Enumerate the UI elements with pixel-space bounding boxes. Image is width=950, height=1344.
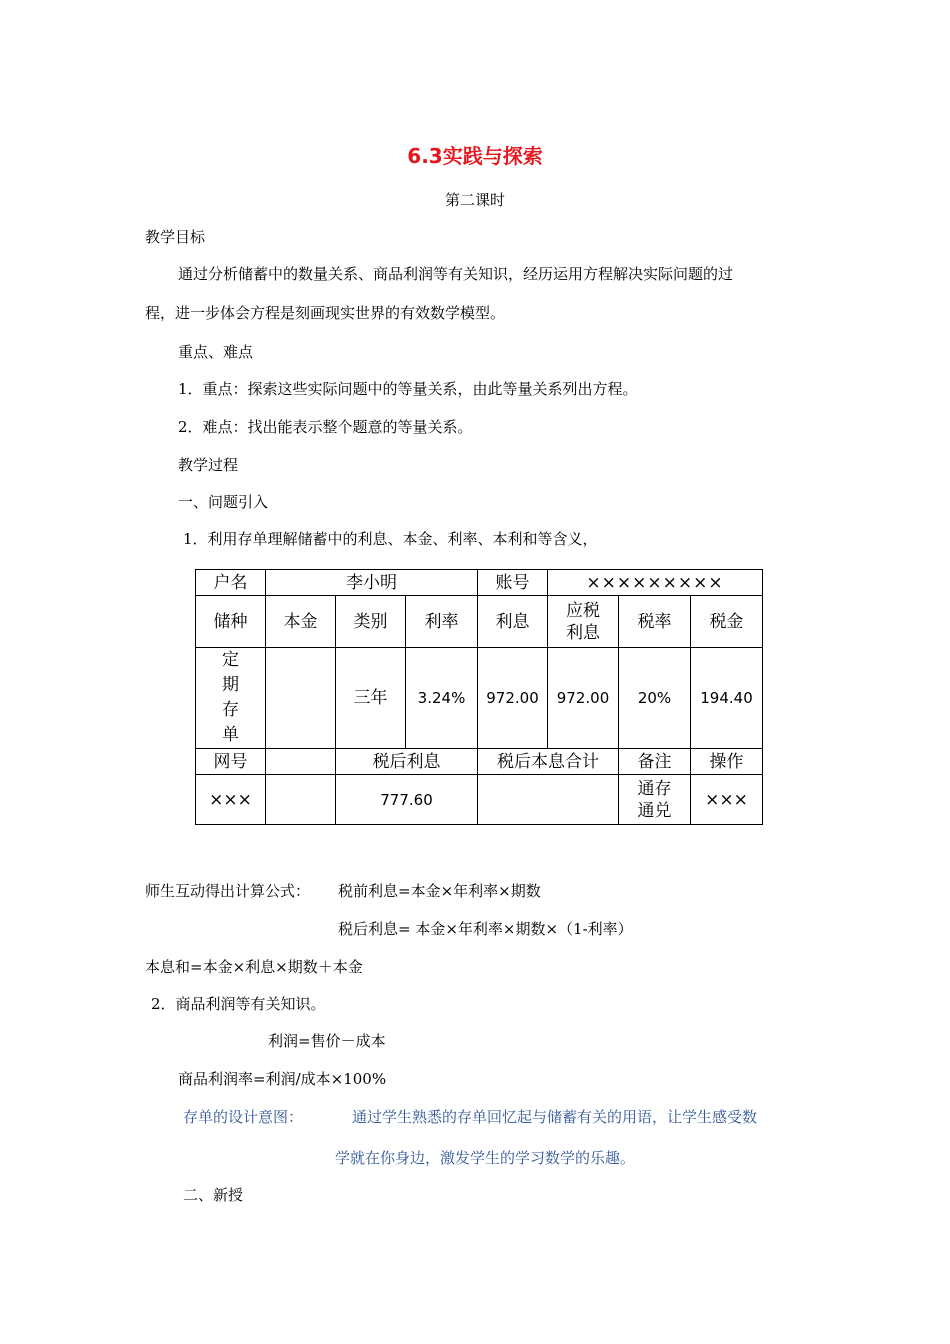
operation-value: ××× xyxy=(691,775,763,825)
header-taxable-interest: 应税利息 xyxy=(566,600,601,643)
objectives-heading: 教学目标 xyxy=(145,228,206,246)
header-category: 类别 xyxy=(336,596,406,648)
key-point-2: 2．难点：找出能表示整个题意的等量关系。 xyxy=(178,418,473,436)
after-tax-total-value xyxy=(478,775,619,825)
header-tax: 税金 xyxy=(691,596,763,648)
interest-value: 972.00 xyxy=(478,648,548,749)
formula-principal-interest-sum: 本息和=本金×利息×期数＋本金 xyxy=(145,958,363,976)
header-deposit-type: 储种 xyxy=(196,596,266,648)
account-name-value: 李小明 xyxy=(266,570,478,596)
formula-pre-tax-interest: 税前利息=本金×年利率×期数 xyxy=(338,882,541,900)
account-name-label: 户名 xyxy=(196,570,266,596)
design-intent-line2: 学就在你身边，激发学生的学习数学的乐趣。 xyxy=(335,1149,636,1167)
design-intent-line1: 通过学生熟悉的存单回忆起与储蓄有关的用语，让学生感受数 xyxy=(352,1108,758,1126)
section1-heading: 一、问题引入 xyxy=(178,493,269,511)
section2-heading: 二、新授 xyxy=(183,1186,244,1204)
key-points-heading: 重点、难点 xyxy=(178,343,254,361)
profit-rate-formula: 商品利润率=利润/成本×100% xyxy=(178,1070,387,1088)
account-no-label: 账号 xyxy=(478,570,548,596)
deposit-slip-table xyxy=(195,569,763,825)
account-no-value: ××××××××× xyxy=(548,570,763,596)
header-interest: 利息 xyxy=(478,596,548,648)
operation-label: 操作 xyxy=(691,749,763,775)
category-value: 三年 xyxy=(336,648,406,749)
tax-rate-value: 20% xyxy=(619,648,691,749)
page-title: 6.3实践与探索 xyxy=(407,144,543,168)
lesson-subtitle: 第二课时 xyxy=(444,191,505,209)
interest-rate-value: 3.24% xyxy=(406,648,478,749)
deposit-type-value: 定期存单 xyxy=(222,650,239,745)
branch-value: ××× xyxy=(196,775,266,825)
header-interest-rate: 利率 xyxy=(406,596,478,648)
design-intent-label: 存单的设计意图： xyxy=(183,1108,304,1126)
item1-text: 1．利用存单理解储蓄中的利息、本金、利率、本利和等含义， xyxy=(183,530,598,548)
remark-value: 通存通兑 xyxy=(637,778,672,821)
taxable-interest-value: 972.00 xyxy=(548,648,619,749)
header-tax-rate: 税率 xyxy=(619,596,691,648)
item2-text: 2．商品利润等有关知识。 xyxy=(151,995,326,1013)
header-principal: 本金 xyxy=(266,596,336,648)
process-heading: 教学过程 xyxy=(178,456,239,474)
objectives-text-line1: 通过分析储蓄中的数量关系、商品利润等有关知识，经历运用方程解决实际问题的过 xyxy=(178,265,734,283)
formula-after-tax-interest: 税后利息= 本金×年利率×期数×（1-利率） xyxy=(338,920,633,938)
principal-value xyxy=(266,648,336,749)
after-tax-interest-label: 税后利息 xyxy=(336,749,478,775)
profit-formula: 利润=售价－成本 xyxy=(268,1032,386,1050)
after-tax-total-label: 税后本息合计 xyxy=(478,749,619,775)
after-tax-interest-value: 777.60 xyxy=(336,775,478,825)
formula-intro: 师生互动得出计算公式： xyxy=(145,882,311,900)
objectives-text-line2: 程，进一步体会方程是刻画现实世界的有效数学模型。 xyxy=(145,304,506,322)
tax-value: 194.40 xyxy=(691,648,763,749)
key-point-1: 1．重点：探索这些实际问题中的等量关系，由此等量关系列出方程。 xyxy=(178,380,638,398)
branch-label: 网号 xyxy=(196,749,266,775)
remark-label: 备注 xyxy=(619,749,691,775)
